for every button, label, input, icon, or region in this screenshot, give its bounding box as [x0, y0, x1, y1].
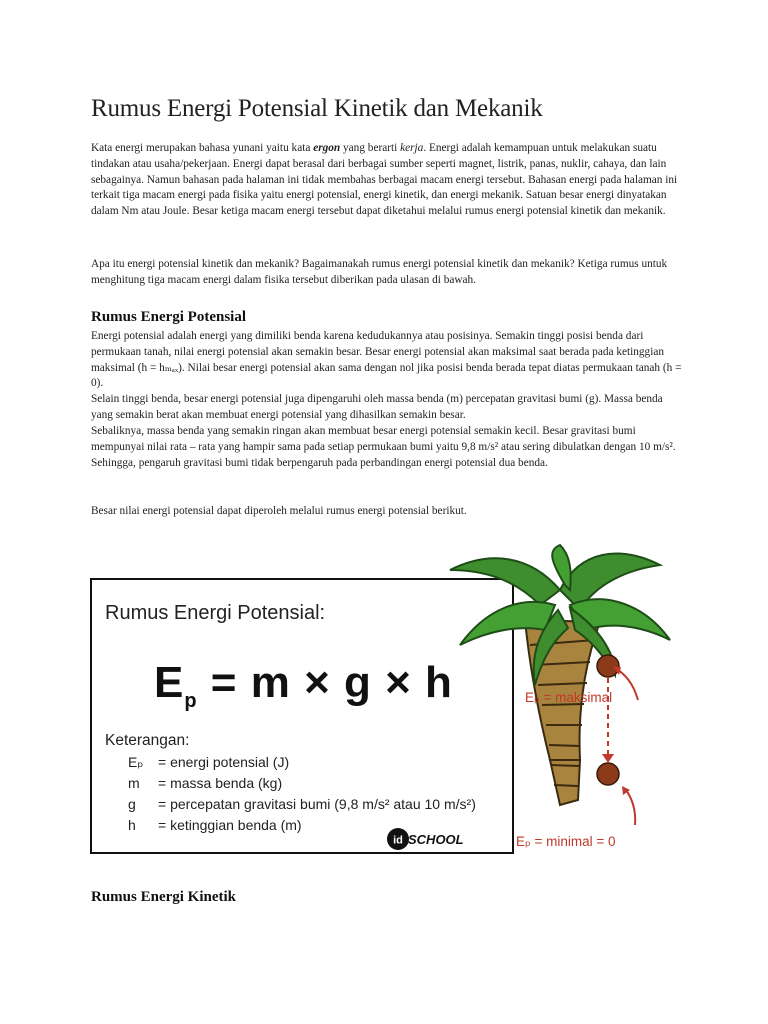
- potensial-paragraph-1: Energi potensial adalah energi yang dimiliki benda karena kedudukannya atau posisinya. Semakin tinggi posisi benda dari permukaan tanah, nilai energi potensial akan semakin besar. Besar energi potensial akan maksimal saat berada pada ketinggian maksimal (h = hₘₐₓ). Nilai besar energi potensial akan sama dengan nol jika posisi benda berada tepat diatas permukaan tanah (h = 0).: [91, 330, 682, 390]
- formula-ep: $E_p = m \times g \times h$: [154, 658, 453, 712]
- keterangan-row-m: m = massa benda (kg): [128, 775, 283, 791]
- heading-energi-kinetik: Rumus Energi Kinetik: [91, 889, 237, 905]
- intro-paragraph-1: Kata energi merupakan bahasa yunani yaitu kata ergon yang berarti kerja. Energi adalah kemampuan untuk melakukan suatu tindakan atau usaha/pekerjaan. Energi dapat berasal dari berbagai sumber seperti magnet, listrik, panas, nuklir, cahaya, dan lain sebagainya. Namun bahasan pada halaman ini tidak membahas berbagai macam energi tersebut. Bahasan energi pada halaman ini terkait tiga macam energi pada fisika yaitu energi potensial, energi kinetik, dan energi mekanik. Satuan besar energi dinyatakan dalam Nm atau Joule. Besar ketiga macam energi tersebut dapat diketahui melalui rumus energi potensial kinetik dan mekanik.: [91, 142, 678, 218]
- arrow-to-min: [626, 790, 635, 825]
- page-title: Rumus Energi Potensial Kinetik dan Mekanik: [91, 95, 543, 122]
- svg-text:id: id: [393, 834, 403, 847]
- potensial-paragraph-2: Selain tinggi benda, besar energi potensial juga dipengaruhi oleh massa benda (m) percepatan gravitasi bumi (g). Massa benda yang semakin berat akan membuat energi potensial yang dihasilkan semakin besar.: [91, 393, 663, 421]
- energi-potensial-figure: [90, 550, 690, 860]
- svg-text:SCHOOL: SCHOOL: [408, 832, 464, 847]
- formula-box-title: Rumus Energi Potensial:: [105, 602, 326, 624]
- annotation-ep-maksimal: Eₚ = maksimal: [525, 690, 613, 705]
- keterangan-row-h: h = ketinggian benda (m): [128, 817, 302, 833]
- annotation-ep-minimal: Eₚ = minimal = 0: [516, 834, 616, 849]
- keterangan-row-ep: Eₚ = energi potensial (J): [128, 754, 290, 770]
- keterangan-title: Keterangan:: [105, 732, 190, 749]
- intro-paragraph-2: Apa itu energi potensial kinetik dan mekanik? Bagaimanakah rumus energi potensial kinetik dan mekanik? Ketiga rumus untuk menghitung tiga macam energi dalam fisika tersebut diberikan pada ulasan di bawah.: [91, 258, 668, 286]
- potensial-paragraph-4: Besar nilai energi potensial dapat diperoleh melalui rumus energi potensial berikut.: [91, 505, 467, 517]
- arrow-to-max: [618, 670, 638, 700]
- idschool-logo: [386, 826, 464, 852]
- potensial-paragraph-3: Sebaliknya, massa benda yang semakin ringan akan membuat besar energi potensial semakin kecil. Besar gravitasi bumi mempunyai nilai rata – rata yang hampir sama pada setiap permukaan bumi yaitu 9,8 m/s² atau sering dibulatkan dengan 10 m/s². Sehingga, pengaruh gravitasi bumi tidak berpengaruh pada perbandingan energi potensial dua benda.: [91, 425, 676, 469]
- coconut-top: [597, 655, 619, 677]
- heading-energi-potensial: Rumus Energi Potensial: [91, 309, 247, 325]
- coconut-bottom: [597, 763, 619, 785]
- drop-arrow-head: [602, 754, 614, 763]
- term-kerja: kerja: [400, 142, 424, 154]
- keterangan-row-g: g = percepatan gravitasi bumi (9,8 m/s² atau 10 m/s²): [128, 796, 476, 812]
- term-ergon: ergon: [313, 142, 341, 154]
